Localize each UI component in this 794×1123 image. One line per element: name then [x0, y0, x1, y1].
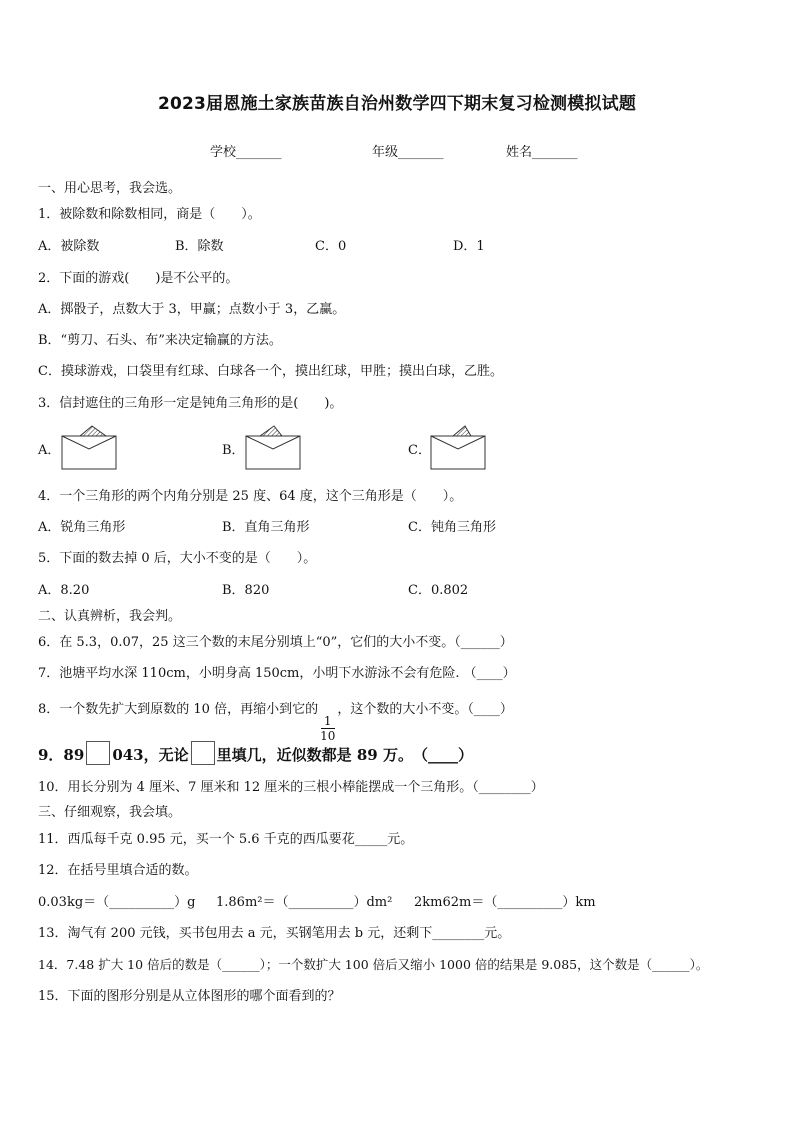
q3-option-c: C． [408, 443, 431, 458]
question-13: 13．淘气有 200 元钱，买书包用去 a 元，买钢笔用去 b 元，还剩下________元。 [38, 926, 511, 941]
page-title: 2023届恩施土家族苗族自治州数学四下期末复习检测模拟试题 [157, 94, 637, 114]
section-1-heading: 一、用心思考，我会选。 [38, 181, 182, 196]
q9-text-1: 9．89 [38, 746, 85, 764]
q3-option-a: A． [38, 443, 61, 458]
envelope-triangle-c [429, 425, 487, 471]
q2-option-b: B．“剪刀、石头、布”来决定输赢的方法。 [38, 333, 282, 348]
question-7: 7．池塘平均水深 110cm，小明身高 150cm，小明下水游泳不会有危险. （____） [38, 666, 516, 681]
q9-blank-box-ref [191, 741, 215, 765]
q4-option-c: C．钝角三角形 [408, 520, 496, 535]
grade-field: 年级_______ [372, 145, 444, 160]
q1-option-b: B．除数 [175, 239, 224, 254]
name-field: 姓名_______ [506, 145, 578, 160]
q12-part-b: 1.86m²＝（__________）dm² [216, 895, 393, 910]
q5-option-a: A．8.20 [38, 583, 90, 598]
question-6: 6．在 5.3，0.07，25 这三个数的末尾分别填上“0”，它们的大小不变。（______） [38, 635, 513, 650]
q3-option-b: B． [222, 443, 245, 458]
q2-option-a: A．掷骰子，点数大于 3，甲赢；点数小于 3，乙赢。 [38, 302, 346, 317]
q9-blank-box [86, 741, 110, 765]
q9-text-2: 043，无论 [112, 746, 189, 764]
q12-part-a: 0.03kg＝（__________）g [38, 895, 196, 910]
fraction-numerator: 1 [323, 714, 332, 728]
school-field: 学校_______ [210, 145, 282, 160]
q8-text-pre: 8．一个数先扩大到原数的 10 倍，再缩小到它的 [38, 702, 319, 717]
question-4: 4．一个三角形的两个内角分别是 25 度、64 度，这个三角形是（ ）。 [38, 489, 463, 504]
q1-option-a: A．被除数 [38, 239, 100, 254]
q8-text-post: ，这个数的大小不变。（____） [337, 702, 513, 717]
question-8 [38, 696, 513, 743]
q1-option-d: D．1 [453, 239, 485, 254]
question-12: 12．在括号里填合适的数。 [38, 863, 198, 878]
q1-option-c: C．0 [315, 239, 347, 254]
section-2-heading: 二、认真辨析，我会判。 [38, 609, 182, 624]
question-10: 10．用长分别为 4 厘米、7 厘米和 12 厘米的三根小棒能摆成一个三角形。（________） [38, 780, 544, 795]
question-9 [38, 741, 473, 766]
q2-option-c: C．摸球游戏，口袋里有红球、白球各一个，摸出红球，甲胜；摸出白球，乙胜。 [38, 364, 503, 379]
question-1: 1．被除数和除数相同，商是（ ）。 [38, 207, 261, 222]
q12-part-c: 2km62m＝（__________）km [414, 895, 596, 910]
section-3-heading: 三、仔细观察，我会填。 [38, 805, 182, 820]
question-5: 5．下面的数去掉 0 后，大小不变的是（ ）。 [38, 551, 317, 566]
question-2: 2．下面的游戏( )是不公平的。 [38, 271, 239, 286]
q9-text-3: 里填几，近似数都是 89 万。 （____） [216, 746, 473, 764]
fraction-one-tenth [320, 714, 335, 743]
fraction-denominator: 10 [320, 729, 336, 743]
question-3: 3．信封遮住的三角形一定是钝角三角形的是( )。 [38, 396, 343, 411]
q5-option-b: B．820 [222, 583, 270, 598]
q4-option-b: B．直角三角形 [222, 520, 310, 535]
question-15: 15．下面的图形分别是从立体图形的哪个面看到的？ [38, 989, 341, 1004]
envelope-triangle-b [244, 425, 302, 471]
question-14: 14．7.48 扩大 10 倍后的数是（______）；一个数扩大 100 倍后又缩小 1000 倍的结果是 9.085，这个数是（______）。 [38, 957, 709, 972]
q4-option-a: A．锐角三角形 [38, 520, 126, 535]
q5-option-c: C．0.802 [408, 583, 469, 598]
question-11: 11．西瓜每千克 0.95 元，买一个 5.6 千克的西瓜要花_____元。 [38, 832, 414, 847]
envelope-triangle-a [60, 425, 118, 471]
